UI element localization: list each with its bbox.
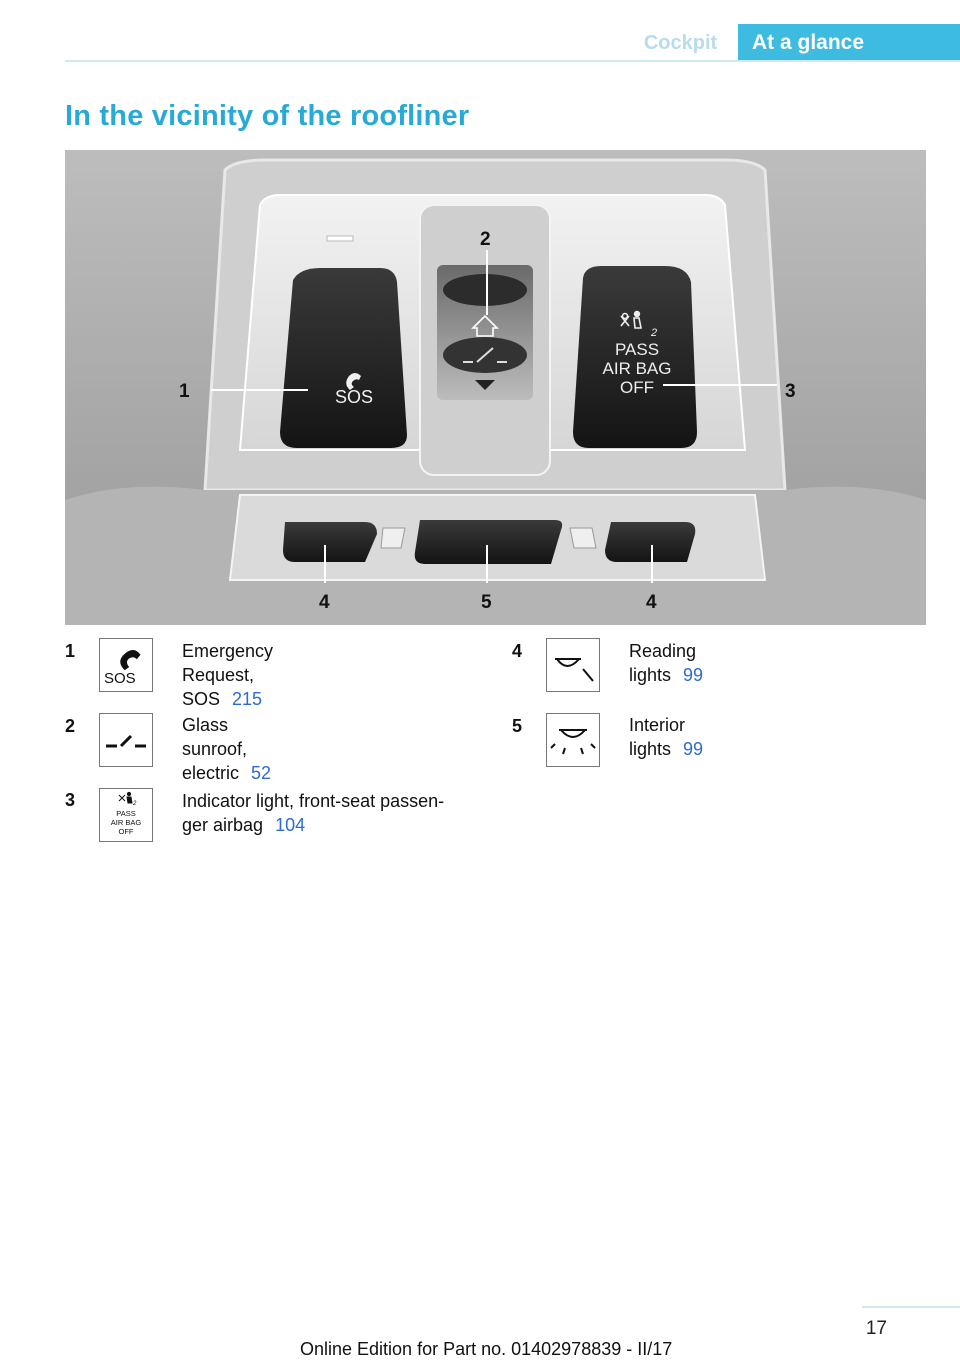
airbag-off-icon	[99, 788, 153, 842]
callout-4-right: 4	[646, 592, 657, 613]
legend-text: Emergency Request, SOS 215	[182, 641, 274, 709]
callout-4-left: 4	[319, 592, 330, 613]
page-number: 17	[865, 1318, 887, 1339]
figure-airbag-line-2: AIR BAG	[602, 359, 672, 378]
legend-number: 4	[512, 641, 523, 661]
svg-text:PASS: PASS	[116, 809, 136, 818]
legend-number: 2	[65, 716, 76, 736]
figure-airbag-sub: 2	[651, 327, 658, 339]
page-reference-link[interactable]: 215	[232, 689, 263, 709]
header-rule	[65, 60, 960, 62]
reading-light-icon	[546, 638, 600, 692]
legend-number: 1	[65, 641, 76, 661]
legend-text: Indicator light, front-seat passen- ger airbag 104	[182, 791, 445, 835]
edition-footer: Online Edition for Part no. 01402978839 - II/17	[300, 1339, 673, 1359]
page-reference-link[interactable]: 104	[275, 815, 306, 835]
figure-airbag-line-1: PASS	[614, 340, 660, 359]
sunroof-icon	[99, 713, 153, 767]
callout-1: 1	[179, 381, 190, 402]
legend-text: Reading lights 99	[629, 641, 704, 685]
legend-text: Glass sunroof, electric 52	[182, 715, 272, 783]
legend-text: Interior lights 99	[629, 715, 704, 759]
figure-sos-label: SOS	[335, 387, 374, 407]
svg-text:AIR BAG: AIR BAG	[110, 818, 142, 827]
section-tab-cockpit[interactable]: Cockpit	[643, 32, 718, 54]
page-reference-link[interactable]: 99	[683, 665, 704, 685]
callout-5: 5	[481, 592, 492, 613]
svg-text:OFF: OFF	[118, 827, 134, 836]
svg-text:SOS: SOS	[104, 670, 136, 687]
sos-phone-icon	[99, 638, 153, 692]
roofliner-photo	[65, 150, 926, 625]
figure-airbag-line-3: OFF	[620, 378, 654, 397]
callout-3: 3	[785, 381, 796, 402]
legend-number: 3	[65, 790, 76, 810]
legend-number: 5	[512, 716, 523, 736]
svg-text:2: 2	[133, 801, 137, 807]
footer-rule	[862, 1306, 960, 1308]
interior-light-icon	[546, 713, 600, 767]
callout-2: 2	[480, 229, 491, 250]
page-title: In the vicinity of the roofliner	[65, 100, 470, 132]
section-tab-at-a-glance[interactable]: At a glance	[738, 24, 960, 62]
page-reference-link[interactable]: 99	[683, 739, 704, 759]
page-reference-link[interactable]: 52	[251, 763, 272, 783]
